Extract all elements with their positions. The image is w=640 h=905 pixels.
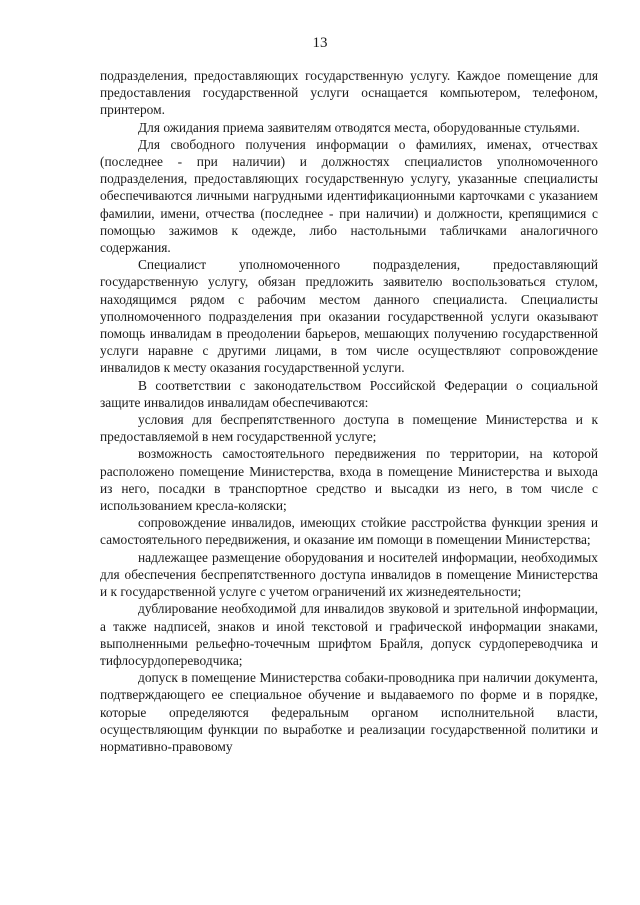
paragraph-1: подразделения, предоставляющих государственную услугу. Каждое помещение для предоставления государственной услуги оснащается компьютером, телефоном, принтером.: [100, 68, 598, 118]
paragraph-6: условия для беспрепятственного доступа в помещение Министерства и к предоставляемой в нем государственной услуге;: [100, 412, 598, 445]
paragraph-10: дублирование необходимой для инвалидов звуковой и зрительной информации, а также надписей, знаков и иной текстовой и графической информации знаками, выполненными рельефно-точечным шрифтом Брайля, допуск сурдопереводчика и тифлосурдопереводчика;: [100, 601, 598, 668]
paragraph-11: допуск в помещение Министерства собаки-проводника при наличии документа, подтверждающего ее специальное обучение и выдаваемого по форме и в порядке, которые определяются федеральным органом исполнительной власти, осуществляющим функции по выработке и реализации государственной политики и нормативно-правовому: [100, 670, 598, 754]
paragraph-4: Специалист уполномоченного подразделения, предоставляющий государственную услугу, обязан предложить заявителю воспользоваться стулом, находящимся рядом с рабочим местом данного специалиста. Специалисты уполномоченного подразделения при оказании государственной услуги оказывают помощь инвалидам в преодолении барьеров, мешающих получению государственной услуги наравне с другими лицами, в том числе осуществляют сопровождение инвалидов к месту оказания государственной услуги.: [100, 257, 598, 376]
paragraph-9: надлежащее размещение оборудования и носителей информации, необходимых для обеспечения беспрепятственного доступа инвалидов в помещение Министерства и к государственной услуге с учетом ограничений их жизнедеятельности;: [100, 549, 598, 600]
document-body: [100, 67, 598, 755]
page-number: 13: [312, 35, 328, 51]
paragraph-7: возможность самостоятельного передвижения по территории, на которой расположено помещение Министерства, входа в помещение Министерства и выхода из него, посадки в транспортное средство и высадки из него, в том числе с использованием кресла-коляски;: [100, 446, 598, 514]
paragraph-2: Для ожидания приема заявителям отводятся места, оборудованные стульями.: [138, 119, 580, 135]
paragraph-8: сопровождение инвалидов, имеющих стойкие расстройства функции зрения и самостоятельного передвижения, и оказание им помощи в помещении Министерства;: [100, 515, 598, 548]
paragraph-3: Для свободного получения информации о фамилиях, именах, отчествах (последнее - при наличии) и должностях специалистов уполномоченного подразделения, предоставляющих государственную услугу, указанные специалисты обеспечиваются личными нагрудными идентификационными карточками с указанием фамилии, имени, отчества (последнее - при наличии) и должности, крепящимися с помощью зажимов к одежде, либо настольными табличками аналогичного содержания.: [100, 136, 598, 256]
paragraph-5: В соответствии с законодательством Российской Федерации о социальной защите инвалидов инвалидам обеспечиваются:: [100, 377, 598, 410]
